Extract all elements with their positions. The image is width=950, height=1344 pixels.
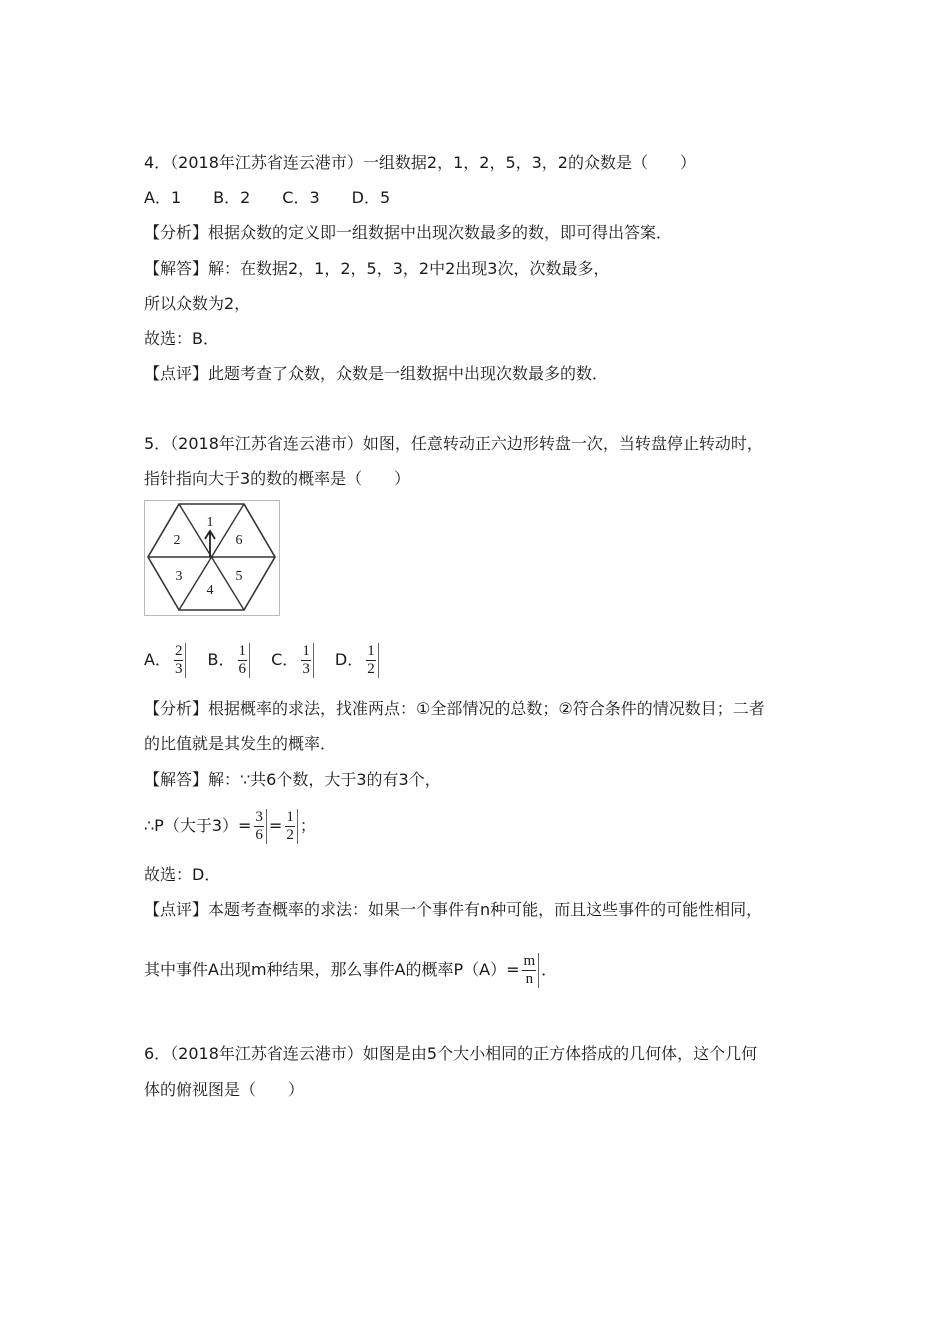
sector-label: 2	[173, 533, 181, 548]
q4-analysis: 【分析】根据众数的定义即一组数据中出现次数最多的数，即可得出答案．	[144, 223, 673, 242]
q6-stem-line1: 6．（2018年江苏省连云港市）如图是由5个大小相同的正方体搭成的几何体，这个几何	[144, 1044, 758, 1063]
q4-stem: 4．（2018年江苏省连云港市）一组数据2，1，2，5，3，2的众数是（ ）	[144, 153, 696, 172]
q4-choice: 故选：B．	[144, 329, 219, 348]
q5-options	[144, 640, 395, 680]
sector-label: 4	[206, 583, 214, 598]
q4-options: A．1 B．2 C．3 D．5	[144, 188, 391, 207]
option-a: A． $\frac{2}{3}$	[144, 640, 188, 680]
q6-stem-line2: 体的俯视图是（ ）	[144, 1080, 305, 1099]
sector-label: 6	[235, 533, 243, 548]
q4-comment: 【点评】此题考查了众数，众数是一组数据中出现次数最多的数．	[144, 364, 609, 383]
q5-choice: 故选：D．	[144, 865, 221, 884]
q5-solution-line2: ∴P（大于3）= $\frac{3}{6}$ = $\frac{1}{2}$ ；	[144, 809, 316, 843]
q5-analysis-line2: 的比值就是其发生的概率．	[144, 734, 337, 753]
option-b-fraction: $\frac{1}{6}$	[237, 643, 251, 678]
option-b: B． $\frac{1}{6}$	[208, 640, 252, 680]
q5-stem-line1: 5．（2018年江苏省连云港市）如图，任意转动正六边形转盘一次，当转盘停止转动时，	[144, 434, 763, 453]
fraction-3-6: $\frac{3}{6}$	[253, 809, 267, 844]
q4-solution-line2: 所以众数为2，	[144, 294, 251, 313]
option-c-fraction: $\frac{1}{3}$	[300, 643, 314, 678]
option-d-fraction: $\frac{1}{2}$	[365, 643, 379, 678]
q5-stem-line2: 指针指向大于3的数的概率是（ ）	[144, 469, 411, 488]
sector-label: 5	[235, 569, 243, 584]
option-d: D． $\frac{1}{2}$	[335, 640, 381, 680]
fraction-m-n: $\frac{m}{n}$	[521, 953, 539, 988]
hexagon-spinner-figure	[144, 500, 280, 616]
q5-comment-line1: 【点评】本题考查概率的求法：如果一个事件有n种可能，而且这些事件的可能性相同，	[144, 900, 763, 919]
fraction-1-2: $\frac{1}{2}$	[284, 809, 298, 844]
sector-label: 1	[206, 515, 214, 530]
q5-solution-line1: 【解答】解：∵共6个数，大于3的有3个，	[144, 770, 441, 789]
q4-solution-line1: 【解答】解：在数据2，1，2，5，3，2中2出现3次，次数最多，	[144, 259, 610, 278]
option-c: C． $\frac{1}{3}$	[271, 640, 316, 680]
option-a-fraction: $\frac{2}{3}$	[173, 643, 187, 678]
q5-comment-line2: 其中事件A出现m种结果，那么事件A的概率P（A）= $\frac{m}{n}$ ．	[144, 953, 558, 987]
sector-label: 3	[175, 569, 183, 584]
q5-analysis-line1: 【分析】根据概率的求法，找准两点：①全部情况的总数；②符合条件的情况数目；二者	[144, 699, 765, 718]
